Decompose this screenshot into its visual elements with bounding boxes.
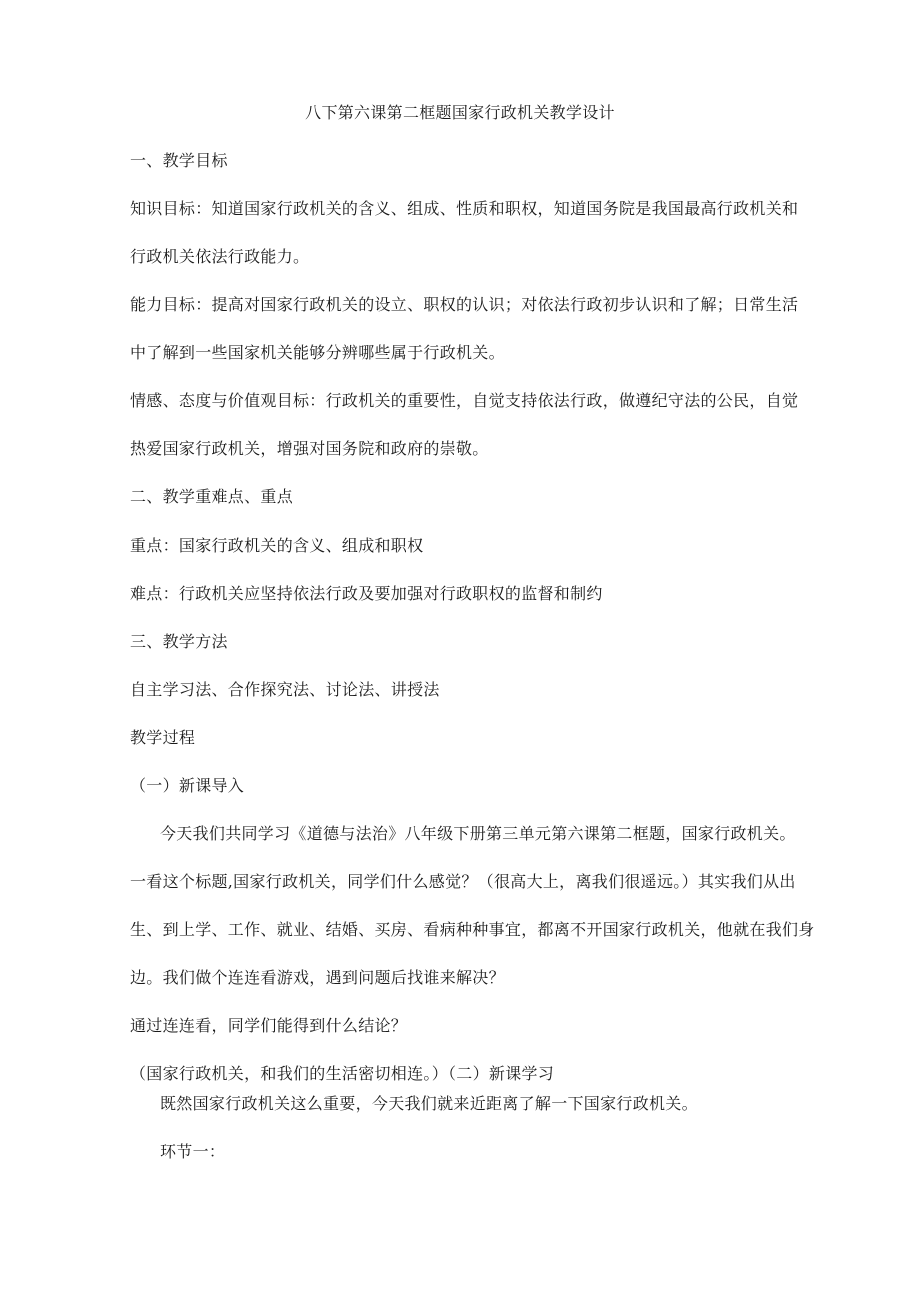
ability-goal-line-2: 中了解到一些国家机关能够分辨哪些属于行政机关。 [130, 343, 505, 362]
intro-line-4: 边。我们做个连连看游戏，遇到问题后找谁来解决？ [130, 968, 505, 987]
teaching-methods: 自主学习法、合作探究法、讨论法、讲授法 [130, 680, 440, 699]
process-heading: 教学过程 [130, 728, 196, 747]
intro-line-3: 生、到上学、工作、就业、结婚、买房、看病种种事宜，都离不开国家行政机关，他就在我们身 [130, 920, 815, 939]
ability-goal-line-1: 能力目标：提高对国家行政机关的设立、职权的认识；对依法行政初步认识和了解；日常生活 [130, 295, 799, 314]
intro-line-1: 今天我们共同学习《道德与法治》八年级下册第三单元第六课第二框题，国家行政机关。 [160, 824, 796, 843]
difficult-point: 难点：行政机关应坚持依法行政及要加强对行政职权的监督和制约 [130, 584, 603, 603]
section-heading-objectives: 一、教学目标 [130, 151, 228, 170]
section-heading-methods: 三、教学方法 [130, 632, 228, 651]
section-heading-key-points: 二、教学重难点、重点 [130, 487, 294, 506]
key-point: 重点：国家行政机关的含义、组成和职权 [130, 536, 424, 555]
emotion-goal-line-1: 情感、态度与价值观目标：行政机关的重要性，自觉支持依法行政，做遵纪守法的公民，自觉 [130, 391, 799, 410]
knowledge-goal-line-2: 行政机关依法行政能力。 [130, 247, 310, 266]
step1-line: 环节一： [160, 1142, 226, 1161]
emotion-goal-line-2: 热爱国家行政机关，增强对国务院和政府的崇敬。 [130, 439, 489, 458]
knowledge-goal-line-1: 知识目标：知道国家行政机关的含义、组成、性质和职权，知道国务院是我国最高行政机关和 [130, 199, 799, 218]
part2-intro-line: 既然国家行政机关这么重要，今天我们就来近距离了解一下国家行政机关。 [160, 1094, 698, 1113]
intro-line-2: 一看这个标题,国家行政机关，同学们什么感觉？（很高大上，离我们很遥远。）其实我们从出 [130, 872, 796, 891]
part1-heading: （一）新课导入 [130, 776, 245, 795]
document-title: 八下第六课第二框题国家行政机关教学设计 [305, 103, 615, 122]
conclusion-line: （国家行政机关，和我们的生活密切相连。）（二）新课学习 [130, 1064, 555, 1083]
question-line: 通过连连看，同学们能得到什么结论？ [130, 1016, 408, 1035]
